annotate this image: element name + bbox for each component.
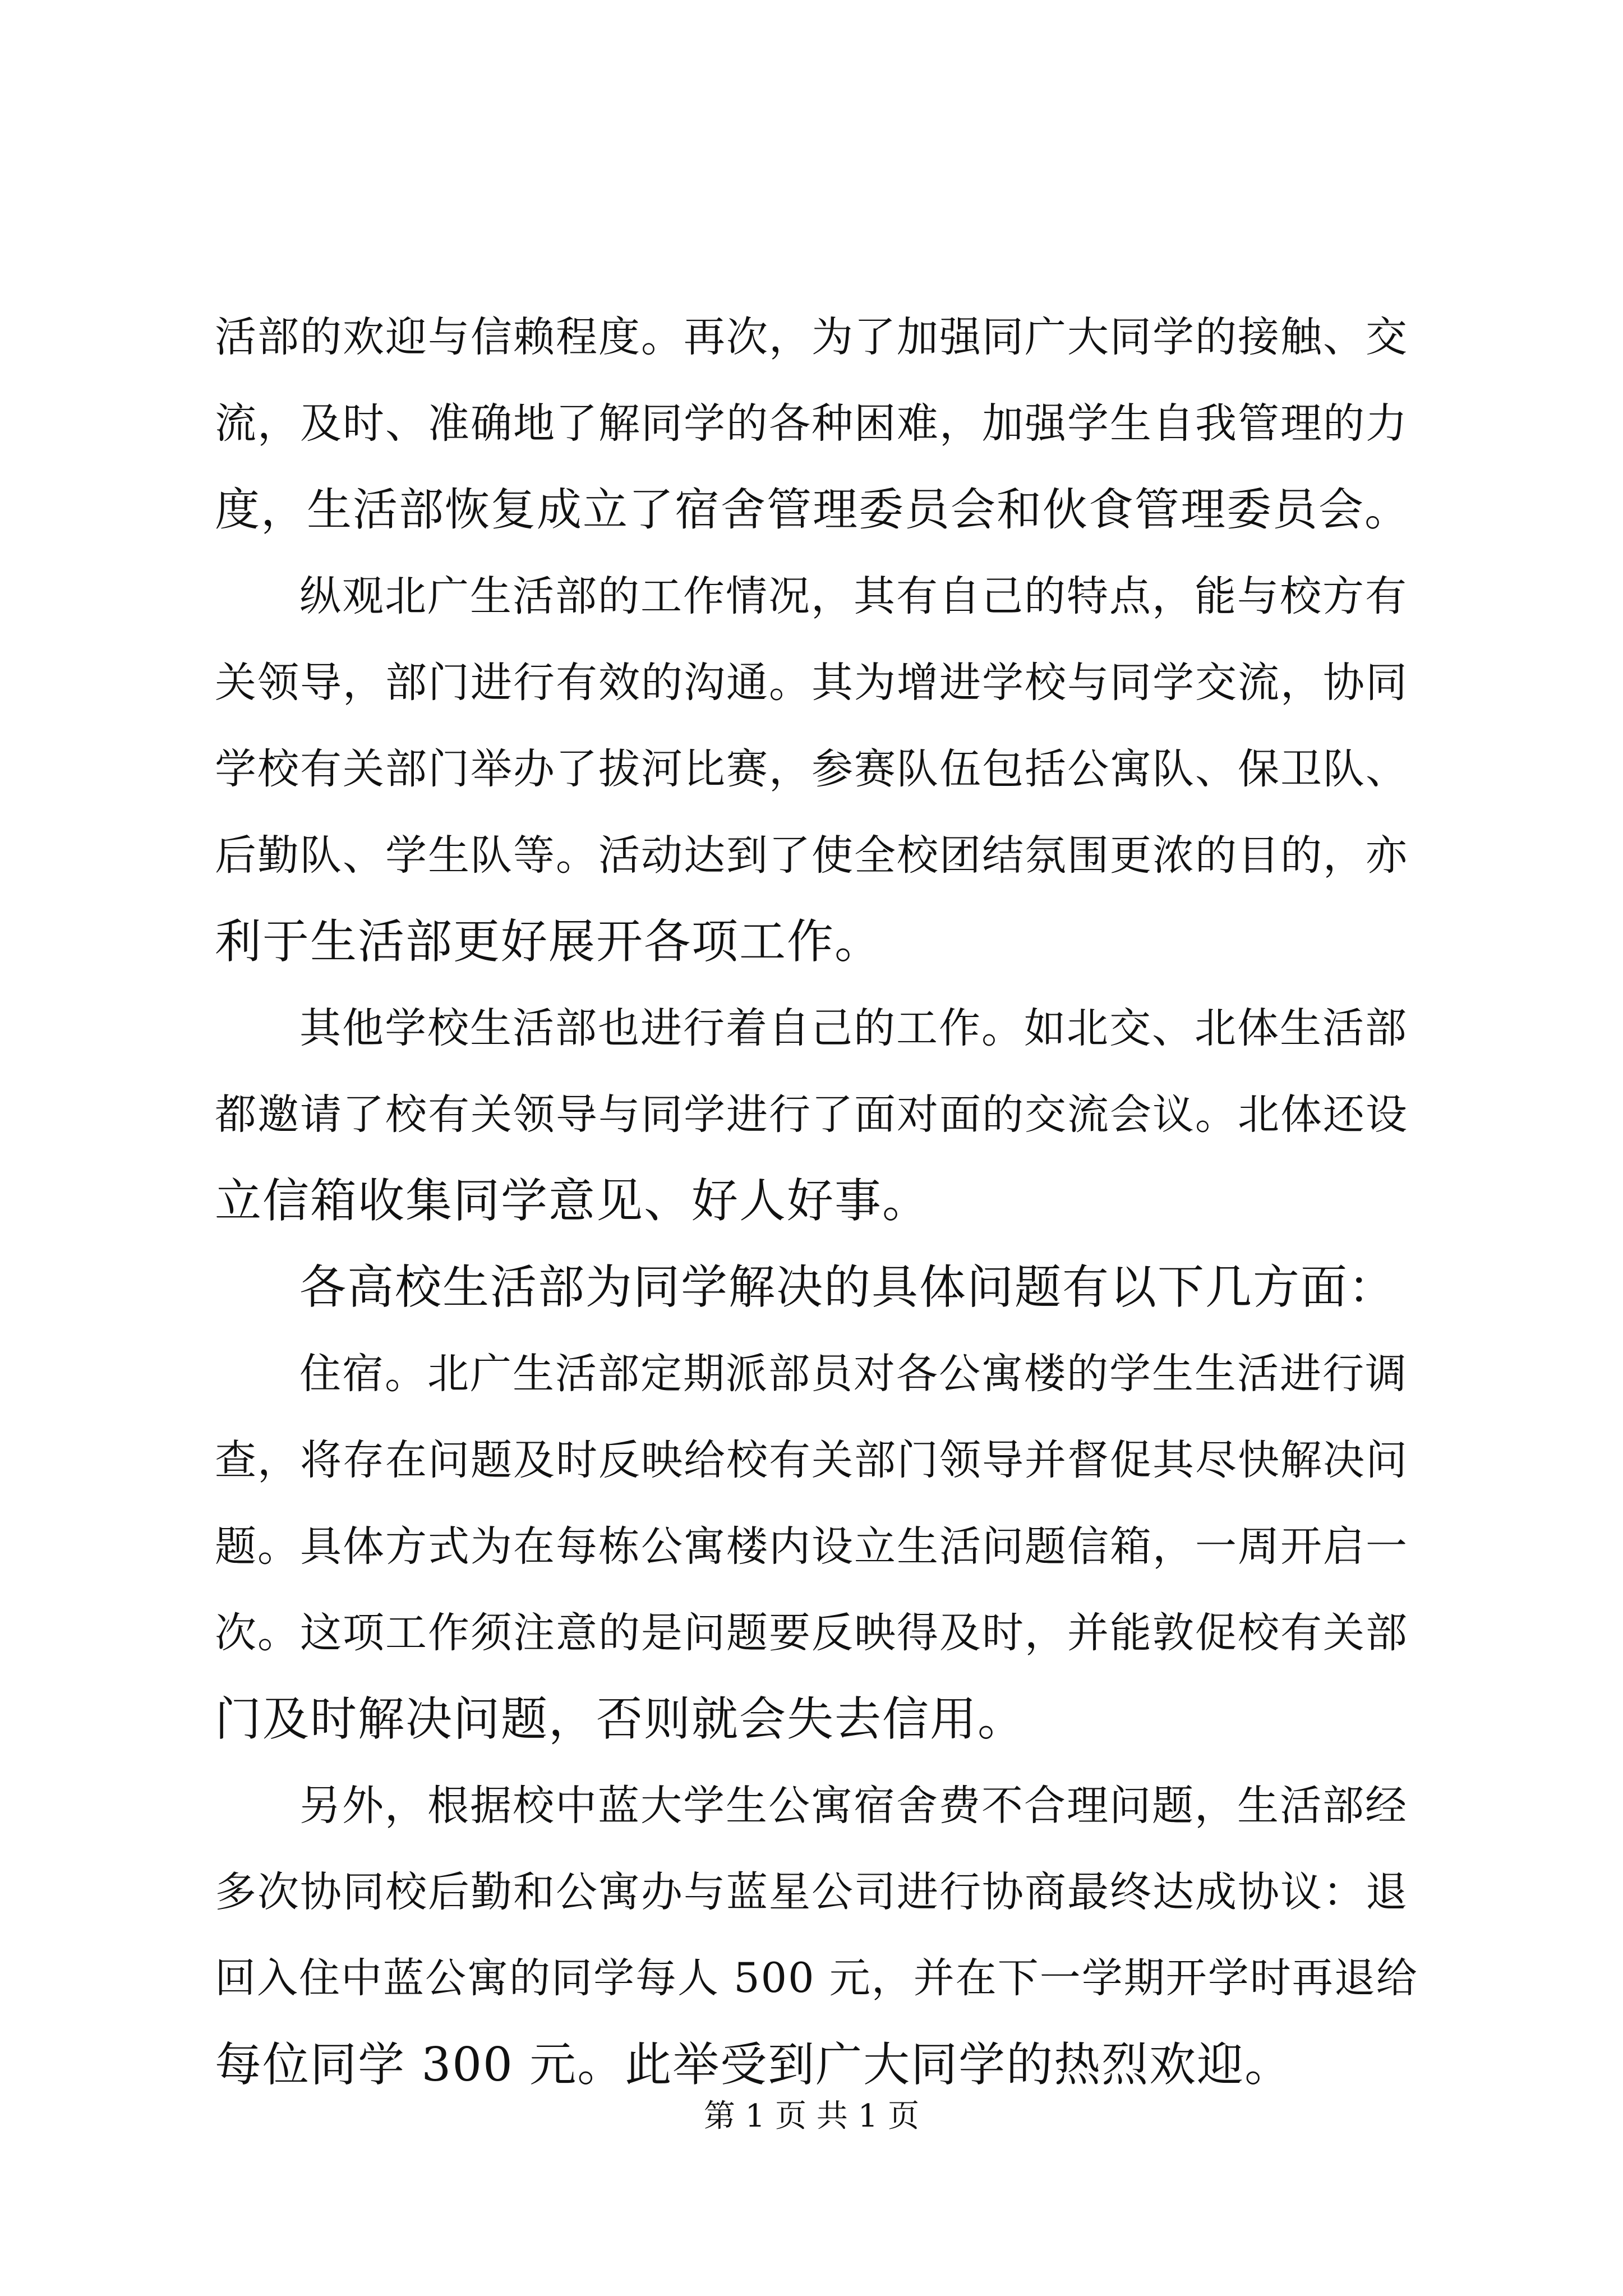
text-line: 立信箱收集同学意见、好人好事。	[215, 1174, 930, 1228]
text-line: 后勤队、学生队等。活动达到了使全校团结氛围更浓的目的，亦	[215, 831, 1408, 880]
text-line: 流，及时、准确地了解同学的各种困难，加强学生自我管理的力	[215, 399, 1408, 448]
text-line: 关领导，部门进行有效的沟通。其为增进学校与同学交流，协同	[215, 659, 1408, 707]
text-line: 另外，根据校中蓝大学生公寓宿舍费不合理问题，生活部经	[299, 1782, 1408, 1830]
text-line: 多次协同校后勤和公寓办与蓝星公司进行协商最终达成协议：退	[215, 1868, 1408, 1916]
text-line: 各高校生活部为同学解决的具体问题有以下几方面：	[299, 1260, 1396, 1314]
text-line: 利于生活部更好展开各项工作。	[215, 914, 882, 969]
text-line: 度，生活部恢复成立了宿舍管理委员会和伙食管理委员会。	[215, 484, 1410, 536]
text-line: 每位同学 300 元。此举受到广大同学的热烈欢迎。	[215, 2037, 1293, 2092]
text-line: 学校有关部门举办了拔河比赛，参赛队伍包括公寓队、保卫队、	[215, 745, 1408, 793]
text-line: 门及时解决问题，否则就会失去信用。	[215, 1692, 1025, 1746]
text-line: 活部的欢迎与信赖程度。再次，为了加强同广大同学的接触、交	[215, 313, 1408, 361]
text-line: 题。具体方式为在每栋公寓楼内设立生活问题信箱，一周开启一	[215, 1522, 1408, 1571]
text-line: 都邀请了校有关领导与同学进行了面对面的交流会议。北体还设	[215, 1091, 1408, 1139]
text-line: 查，将存在问题及时反映给校有关部门领导并督促其尽快解决问	[215, 1436, 1408, 1484]
text-line: 住宿。北广生活部定期派部员对各公寓楼的学生生活进行调	[299, 1350, 1408, 1398]
text-line: 次。这项工作须注意的是问题要反映得及时，并能敦促校有关部	[215, 1609, 1408, 1657]
text-line: 回入住中蓝公寓的同学每人 500 元，并在下一学期开学时再退给	[215, 1954, 1418, 2002]
page-number-footer: 第 1 页 共 1 页	[703, 2098, 920, 2134]
text-line: 纵观北广生活部的工作情况，其有自己的特点，能与校方有	[299, 572, 1408, 620]
text-line: 其他学校生活部也进行着自己的工作。如北交、北体生活部	[299, 1004, 1408, 1052]
